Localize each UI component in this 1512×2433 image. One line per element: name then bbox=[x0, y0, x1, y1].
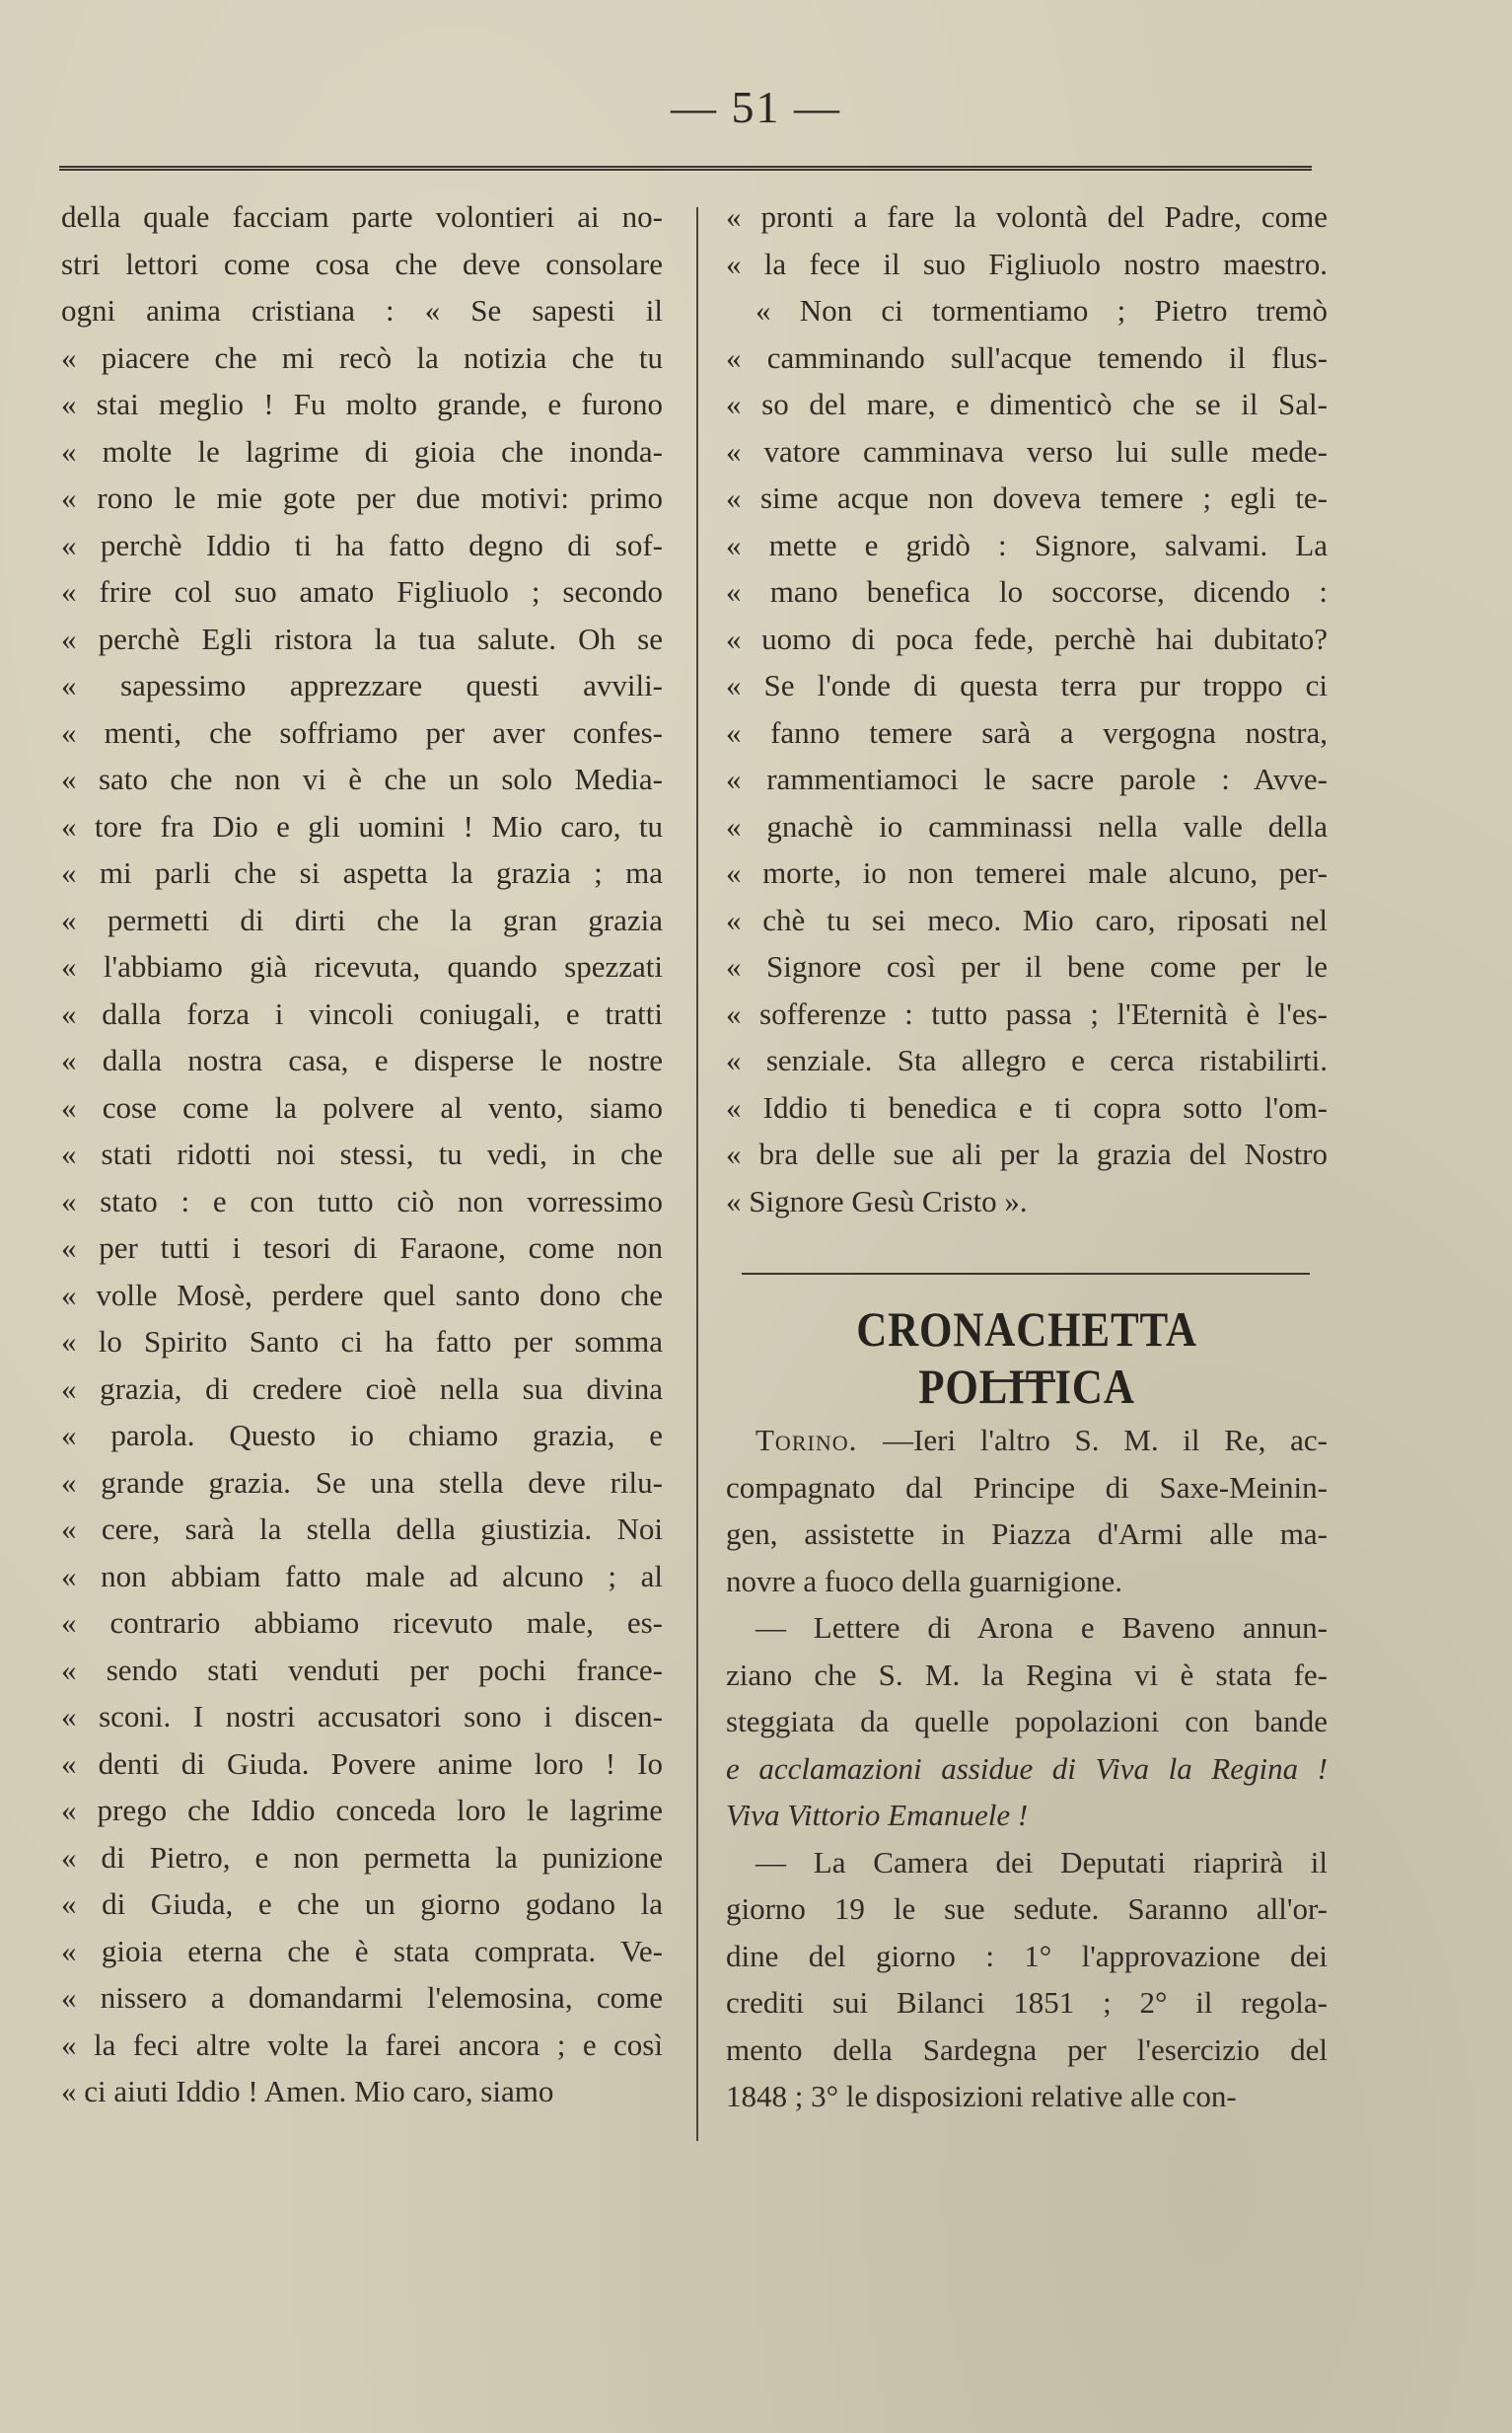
text-line: « di Pietro, e non permetta la punizione bbox=[61, 1839, 663, 1875]
text-line: « per tutti i tesori di Faraone, come non bbox=[61, 1230, 663, 1265]
news-line: novre a fuoco della guarnigione. bbox=[726, 1563, 1122, 1598]
text-line: stri lettori come cosa che deve consolare bbox=[61, 246, 663, 281]
text-line: « stai meglio ! Fu molto grande, e furono bbox=[61, 387, 663, 421]
news-line: — Lettere di Arona e Baveno annun- bbox=[756, 1610, 1328, 1645]
text-line: « fanno temere sarà a vergogna nostra, bbox=[726, 714, 1328, 750]
news-line: 1848 ; 3° le disposizioni relative alle con- bbox=[726, 2079, 1237, 2113]
right-column bbox=[726, 193, 1328, 1224]
news-section bbox=[726, 1417, 1328, 2120]
news-line: e acclamazioni assidue di Viva la Regina ! bbox=[726, 1750, 1328, 1786]
news-line: — La Camera dei Deputati riaprirà il bbox=[756, 1844, 1328, 1880]
text-line: « menti, che soffriamo per aver confes- bbox=[61, 714, 663, 750]
text-line: « rono le mie gote per due motivi: primo bbox=[61, 480, 663, 515]
text-line: « dalla forza i vincoli coniugali, e tratti bbox=[61, 995, 663, 1031]
text-line: « mano benefica lo soccorse, dicendo : bbox=[726, 574, 1328, 609]
text-line: « perchè Iddio ti ha fatto degno di sof- bbox=[61, 527, 663, 562]
column-divider bbox=[696, 207, 698, 2141]
section-title: CRONACHETTA POLITICA bbox=[856, 1301, 1197, 1414]
text-line: « ci aiuti Iddio ! Amen. Mio caro, siamo bbox=[61, 2074, 554, 2108]
news-line: mento della Sardegna per l'esercizio del bbox=[726, 2031, 1328, 2067]
left-column bbox=[61, 193, 663, 2115]
news-line: Viva Vittorio Emanuele ! bbox=[726, 1798, 1029, 1832]
text-line: « prego che Iddio conceda loro le lagrime bbox=[61, 1793, 663, 1827]
text-line: « di Giuda, e che un giorno godano la bbox=[61, 1886, 663, 1921]
text-line: « gnachè io camminassi nella valle della bbox=[726, 808, 1328, 844]
page-number: — 51 — bbox=[671, 82, 841, 132]
text-line: « contrario abbiamo ricevuto male, es- bbox=[61, 1605, 663, 1640]
text-line: « grande grazia. Se una stella deve rilu- bbox=[61, 1464, 663, 1500]
news-line: steggiata da quelle popolazioni con bande bbox=[726, 1704, 1328, 1738]
header-rule bbox=[59, 166, 1312, 171]
text-line: « tore fra Dio e gli uomini ! Mio caro, tu bbox=[61, 808, 663, 844]
text-line: « denti di Giuda. Povere anime loro ! Io bbox=[61, 1745, 663, 1781]
text-line: « camminando sull'acque temendo il flus- bbox=[726, 339, 1328, 375]
text-line: « Signore così per il bene come per le bbox=[726, 949, 1328, 984]
text-line: « permetti di dirti che la gran grazia bbox=[61, 902, 663, 937]
text-line: « sime acque non doveva temere ; egli te- bbox=[726, 480, 1328, 515]
text-line: « dalla nostra casa, e disperse le nostre bbox=[61, 1043, 663, 1077]
text-line: « gioia eterna che è stata comprata. Ve- bbox=[61, 1933, 663, 1968]
text-line: « piacere che mi recò la notizia che tu bbox=[61, 339, 663, 375]
text-line: « sapessimo apprezzare questi avvili- bbox=[61, 668, 663, 702]
text-line: « sofferenze : tutto passa ; l'Eternità è l'es- bbox=[726, 995, 1328, 1031]
text-line: « pronti a fare la volontà del Padre, come bbox=[726, 199, 1328, 234]
news-line bbox=[726, 1417, 1328, 1464]
text-line: « cere, sarà la stella della giustizia. Noi bbox=[61, 1511, 663, 1546]
text-line: « volle Mosè, perdere quel santo dono che bbox=[61, 1277, 663, 1312]
text-line: « frire col suo amato Figliuolo ; secondo bbox=[61, 574, 663, 609]
text-line: « sato che non vi è che un solo Media- bbox=[61, 762, 663, 796]
text-line: « mette e gridò : Signore, salvami. La bbox=[726, 527, 1328, 562]
news-line-text: —Ieri l'altro S. M. il Re, ac- bbox=[883, 1423, 1328, 1457]
text-line: « lo Spirito Santo ci ha fatto per somma bbox=[61, 1324, 663, 1359]
text-line: « cose come la polvere al vento, siamo bbox=[61, 1089, 663, 1125]
text-line: « la fece il suo Figliuolo nostro maestro. bbox=[726, 246, 1328, 281]
text-line: « Iddio ti benedica e ti copra sotto l'om- bbox=[726, 1089, 1328, 1125]
text-line: « rammentiamoci le sacre parole : Avve- bbox=[726, 762, 1328, 796]
news-line: crediti sui Bilanci 1851 ; 2° il regola- bbox=[726, 1985, 1328, 2020]
section-rule bbox=[742, 1273, 1310, 1275]
text-line: « parola. Questo io chiamo grazia, e bbox=[61, 1418, 663, 1452]
text-line: « vatore camminava verso lui sulle mede- bbox=[726, 433, 1328, 469]
news-line: ziano che S. M. la Regina vi è stata fe- bbox=[726, 1657, 1328, 1692]
text-line: « bra delle sue ali per la grazia del Nostro bbox=[726, 1137, 1328, 1171]
text-line: « la feci altre volte la farei ancora ; e così bbox=[61, 2027, 663, 2062]
text-line: « perchè Egli ristora la tua salute. Oh se bbox=[61, 621, 663, 656]
text-line: « mi parli che si aspetta la grazia ; ma bbox=[61, 855, 663, 890]
text-line: « molte le lagrime di gioia che inonda- bbox=[61, 433, 663, 469]
text-line: « stati ridotti noi stessi, tu vedi, in che bbox=[61, 1137, 663, 1171]
text-line: « stato : e con tutto ciò non vorressimo bbox=[61, 1183, 663, 1218]
text-line: « Non ci tormentiamo ; Pietro tremò bbox=[756, 293, 1328, 328]
text-line: della quale facciam parte volontieri ai no- bbox=[61, 199, 663, 234]
news-line: giorno 19 le sue sedute. Saranno all'or- bbox=[726, 1891, 1328, 1926]
text-line: « chè tu sei meco. Mio caro, riposati nel bbox=[726, 902, 1328, 937]
text-line: « sconi. I nostri accusatori sono i discen- bbox=[61, 1699, 663, 1733]
text-line: « non abbiam fatto male ad alcuno ; al bbox=[61, 1558, 663, 1593]
news-line: gen, assistette in Piazza d'Armi alle ma- bbox=[726, 1516, 1328, 1551]
news-line: dine del giorno : 1° l'approvazione dei bbox=[726, 1938, 1328, 1973]
text-line: ogni anima cristiana : « Se sapesti il bbox=[61, 293, 663, 328]
text-line: « so del mare, e dimenticò che se il Sal- bbox=[726, 387, 1328, 421]
title-underline bbox=[986, 1379, 1055, 1382]
text-line: « l'abbiamo già ricevuta, quando spezzati bbox=[61, 949, 663, 984]
news-line: compagnato dal Principe di Saxe-Meinin- bbox=[726, 1469, 1328, 1505]
text-line: « Signore Gesù Cristo ». bbox=[726, 1183, 1028, 1218]
news-dateline: Torino. bbox=[756, 1423, 884, 1457]
text-line: « nissero a domandarmi l'elemosina, come bbox=[61, 1980, 663, 2015]
text-line: « morte, io non temerei male alcuno, per- bbox=[726, 855, 1328, 890]
text-line: « grazia, di credere cioè nella sua divina bbox=[61, 1370, 663, 1406]
text-line: « Se l'onde di questa terra pur troppo ci bbox=[726, 668, 1328, 702]
text-line: « senziale. Sta allegro e cerca ristabilirti. bbox=[726, 1043, 1328, 1077]
text-line: « sendo stati venduti per pochi france- bbox=[61, 1652, 663, 1687]
text-line: « uomo di poca fede, perchè hai dubitato? bbox=[726, 621, 1328, 656]
